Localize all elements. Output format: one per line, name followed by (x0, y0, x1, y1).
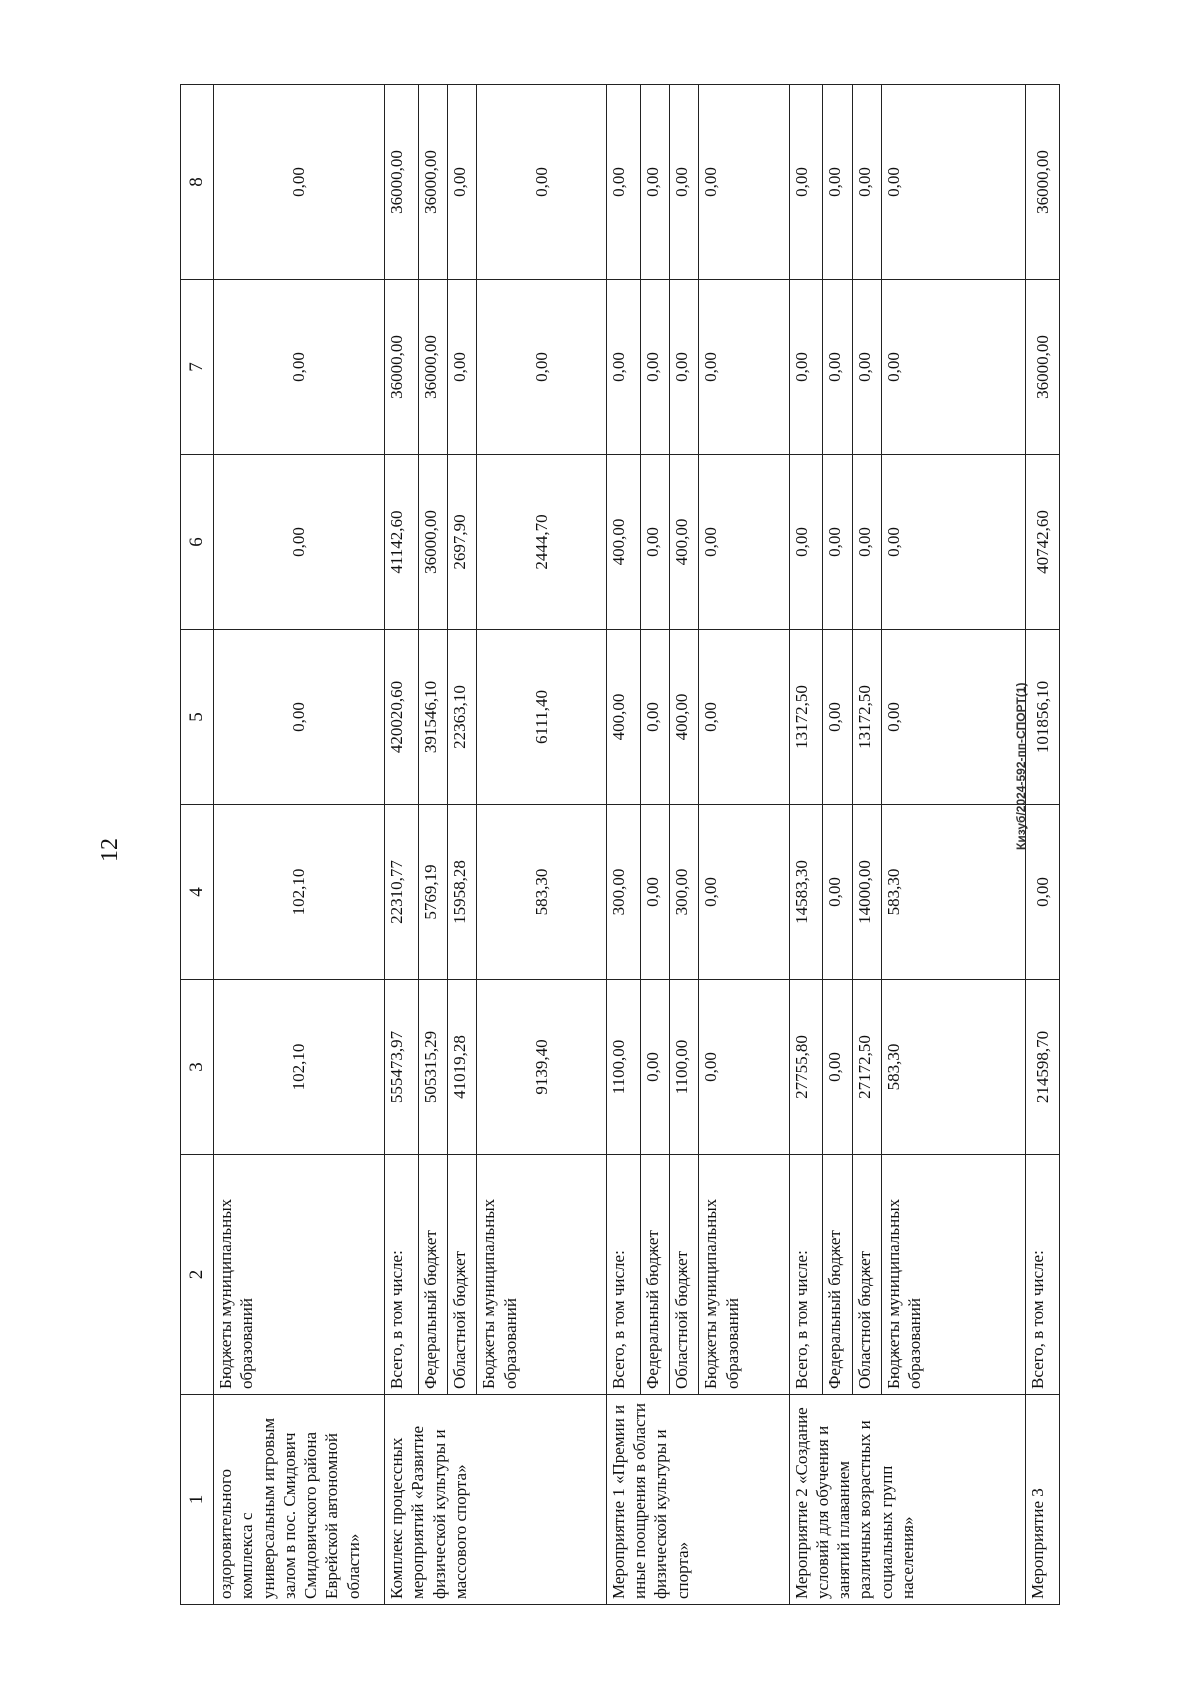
amount-cell: 36000,00 (385, 280, 419, 455)
table-row (385, 85, 419, 1605)
amount-cell: 400,00 (670, 630, 699, 805)
amount-cell: 391546,10 (418, 630, 447, 805)
amount-cell: 13172,50 (852, 630, 881, 805)
amount-cell: 14000,00 (852, 805, 881, 980)
amount-cell: 0,00 (881, 455, 1025, 630)
column-header: 7 (181, 280, 214, 455)
table-row (640, 85, 669, 1605)
program-name-cell: Мероприятие 3 (1026, 1395, 1060, 1605)
amount-cell: 583,30 (881, 980, 1025, 1155)
amount-cell: 0,00 (789, 280, 823, 455)
funding-source-cell: Бюджеты муниципальных образований (881, 1155, 1025, 1395)
funding-source-cell: Всего, в том числе: (789, 1155, 823, 1395)
table-row (789, 85, 823, 1605)
amount-cell: 0,00 (823, 280, 852, 455)
table-row (448, 85, 477, 1605)
amount-cell: 583,30 (477, 805, 607, 980)
amount-cell: 0,00 (1026, 805, 1060, 980)
funding-source-cell: Бюджеты муниципальных образований (699, 1155, 789, 1395)
amount-cell: 2697,90 (448, 455, 477, 630)
table-row (1026, 85, 1060, 1605)
amount-cell: 0,00 (640, 805, 669, 980)
table-body (214, 85, 1060, 1605)
amount-cell: 102,10 (214, 980, 385, 1155)
amount-cell: 0,00 (852, 85, 881, 280)
amount-cell: 0,00 (477, 85, 607, 280)
amount-cell: 0,00 (699, 455, 789, 630)
program-name-cell: Мероприятие 2 «Создание условий для обучения и занятий плаванием различных возрастных и социальных групп населения» (789, 1395, 1026, 1605)
amount-cell: 0,00 (789, 455, 823, 630)
page-number: 12 (97, 838, 123, 862)
amount-cell: 400,00 (606, 455, 640, 630)
amount-cell: 400,00 (606, 630, 640, 805)
amount-cell: 555473,97 (385, 980, 419, 1155)
table-container (180, 85, 1060, 1605)
program-name-cell: оздоровительного комплекса с универсальным игровым залом в пос. Смидович Смидовичского района Еврейской автономной области» (214, 1395, 385, 1605)
amount-cell: 1100,00 (606, 980, 640, 1155)
program-name-cell: Комплекс процессных мероприятий «Развитие физической культуры и массового спорта» (385, 1395, 607, 1605)
amount-cell: 0,00 (823, 455, 852, 630)
amount-cell: 0,00 (699, 805, 789, 980)
amount-cell: 15958,28 (448, 805, 477, 980)
funding-source-cell: Областной бюджет (670, 1155, 699, 1395)
amount-cell: 41019,28 (448, 980, 477, 1155)
amount-cell: 101856,10 (1026, 630, 1060, 805)
amount-cell: 0,00 (214, 85, 385, 280)
amount-cell: 0,00 (670, 85, 699, 280)
amount-cell: 0,00 (823, 85, 852, 280)
amount-cell: 0,00 (881, 630, 1025, 805)
amount-cell: 0,00 (477, 280, 607, 455)
column-header: 2 (181, 1155, 214, 1395)
table-row (881, 85, 1025, 1605)
amount-cell: 0,00 (881, 85, 1025, 280)
amount-cell: 9139,40 (477, 980, 607, 1155)
amount-cell: 41142,60 (385, 455, 419, 630)
table-row (699, 85, 789, 1605)
table-row (823, 85, 852, 1605)
amount-cell: 22363,10 (448, 630, 477, 805)
amount-cell: 36000,00 (385, 85, 419, 280)
amount-cell: 27755,80 (789, 980, 823, 1155)
column-header: 1 (181, 1395, 214, 1605)
program-name-cell: Мероприятие 1 «Премии и иные поощрения в области физической культуры и спорта» (606, 1395, 789, 1605)
funding-source-cell: Областной бюджет (852, 1155, 881, 1395)
amount-cell: 14583,30 (789, 805, 823, 980)
amount-cell: 36000,00 (1026, 280, 1060, 455)
amount-cell: 0,00 (214, 280, 385, 455)
amount-cell: 0,00 (640, 455, 669, 630)
amount-cell: 0,00 (852, 280, 881, 455)
column-header: 5 (181, 630, 214, 805)
amount-cell: 583,30 (881, 805, 1025, 980)
amount-cell: 22310,77 (385, 805, 419, 980)
amount-cell: 0,00 (699, 280, 789, 455)
amount-cell: 0,00 (699, 630, 789, 805)
funding-source-cell: Всего, в том числе: (385, 1155, 419, 1395)
budget-table (180, 84, 1060, 1605)
amount-cell: 505315,29 (418, 980, 447, 1155)
amount-cell: 36000,00 (418, 455, 447, 630)
column-header: 6 (181, 455, 214, 630)
amount-cell: 36000,00 (1026, 85, 1060, 280)
amount-cell: 36000,00 (418, 280, 447, 455)
funding-source-cell: Федеральный бюджет (418, 1155, 447, 1395)
amount-cell: 0,00 (214, 455, 385, 630)
amount-cell: 0,00 (640, 980, 669, 1155)
column-header: 8 (181, 85, 214, 280)
amount-cell: 6111,40 (477, 630, 607, 805)
amount-cell: 0,00 (448, 85, 477, 280)
amount-cell: 0,00 (606, 85, 640, 280)
amount-cell: 0,00 (699, 980, 789, 1155)
table-row (477, 85, 607, 1605)
amount-cell: 400,00 (670, 455, 699, 630)
funding-source-cell: Областной бюджет (448, 1155, 477, 1395)
amount-cell: 0,00 (448, 280, 477, 455)
amount-cell: 0,00 (214, 630, 385, 805)
amount-cell: 0,00 (852, 455, 881, 630)
funding-source-cell: Всего, в том числе: (606, 1155, 640, 1395)
amount-cell: 102,10 (214, 805, 385, 980)
table-row (852, 85, 881, 1605)
funding-source-cell: Бюджеты муниципальных образований (214, 1155, 385, 1395)
amount-cell: 40742,60 (1026, 455, 1060, 630)
amount-cell: 0,00 (606, 280, 640, 455)
funding-source-cell: Федеральный бюджет (640, 1155, 669, 1395)
amount-cell: 0,00 (699, 85, 789, 280)
amount-cell: 0,00 (640, 630, 669, 805)
amount-cell: 300,00 (670, 805, 699, 980)
document-code: Кизуб/2024-592-пп-СПОРТ(1) (1014, 682, 1028, 850)
table-row (214, 85, 385, 1605)
header-row (181, 85, 214, 1605)
amount-cell: 5769,19 (418, 805, 447, 980)
amount-cell: 420020,60 (385, 630, 419, 805)
column-header: 3 (181, 980, 214, 1155)
amount-cell: 27172,50 (852, 980, 881, 1155)
amount-cell: 1100,00 (670, 980, 699, 1155)
column-header: 4 (181, 805, 214, 980)
amount-cell: 0,00 (640, 280, 669, 455)
amount-cell: 214598,70 (1026, 980, 1060, 1155)
amount-cell: 0,00 (789, 85, 823, 280)
amount-cell: 0,00 (823, 805, 852, 980)
table-row (418, 85, 447, 1605)
amount-cell: 0,00 (640, 85, 669, 280)
funding-source-cell: Бюджеты муниципальных образований (477, 1155, 607, 1395)
table-row (606, 85, 640, 1605)
amount-cell: 0,00 (823, 980, 852, 1155)
amount-cell: 0,00 (881, 280, 1025, 455)
amount-cell: 2444,70 (477, 455, 607, 630)
amount-cell: 36000,00 (418, 85, 447, 280)
amount-cell: 300,00 (606, 805, 640, 980)
amount-cell: 0,00 (823, 630, 852, 805)
funding-source-cell: Федеральный бюджет (823, 1155, 852, 1395)
amount-cell: 13172,50 (789, 630, 823, 805)
funding-source-cell: Всего, в том числе: (1026, 1155, 1060, 1395)
amount-cell: 0,00 (670, 280, 699, 455)
table-row (670, 85, 699, 1605)
